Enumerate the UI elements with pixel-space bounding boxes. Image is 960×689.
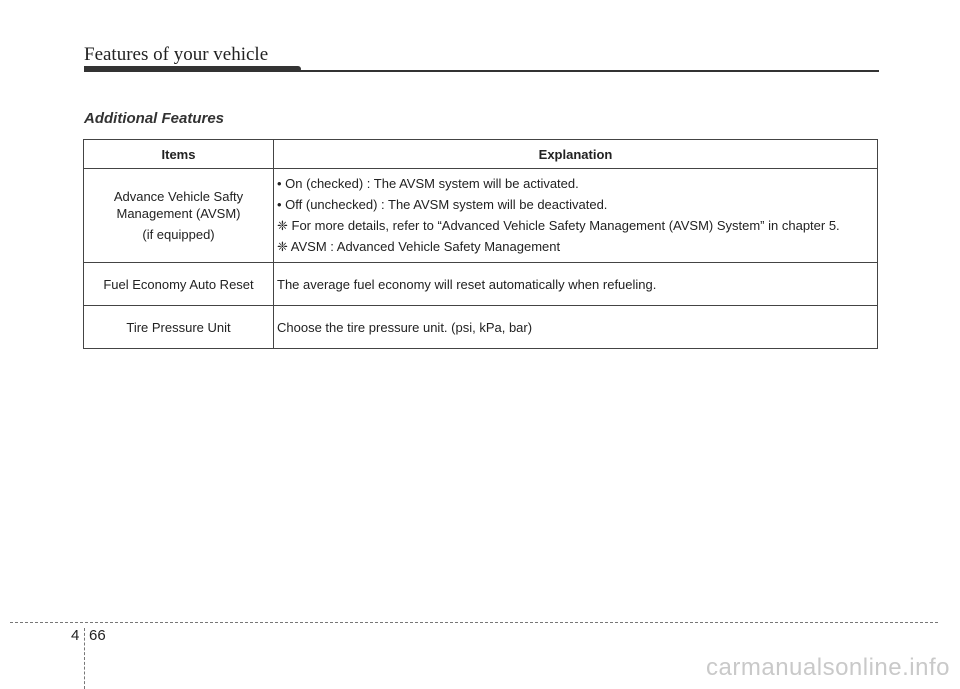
table-header-row	[84, 140, 878, 169]
chapter-number: 4	[71, 627, 80, 644]
item-label: Advance Vehicle Safty Management (AVSM)	[113, 189, 244, 221]
explanation-cell-fuel-economy	[274, 263, 878, 306]
column-header-items: Items	[84, 140, 274, 169]
features-table	[83, 139, 878, 349]
section-title: Additional Features	[84, 110, 225, 127]
table-row	[84, 306, 878, 349]
explanation-cell-tire-pressure	[274, 306, 878, 349]
table-row	[84, 169, 878, 263]
page-header-title: Features of your vehicle	[84, 44, 269, 65]
explanation-cell-avsm	[274, 169, 878, 263]
column-header-explanation: Explanation	[274, 140, 878, 169]
item-cell-tire-pressure: Tire Pressure Unit	[84, 306, 274, 349]
item-cell-fuel-economy: Fuel Economy Auto Reset	[84, 263, 274, 306]
table-row	[84, 263, 878, 306]
item-sublabel: (if equipped)	[142, 227, 215, 242]
explanation-note: ❈ For more details, refer to “Advanced Vehicle Safety Management (AVSM) System” in chapter 5.	[277, 218, 840, 233]
page-number: 66	[89, 627, 106, 644]
item-cell-avsm	[84, 169, 274, 263]
footer-vertical-divider	[84, 628, 85, 689]
explanation-note: ❈ AVSM : Advanced Vehicle Safety Management	[277, 239, 561, 254]
explanation-line: • Off (unchecked) : The AVSM system will be deactivated.	[277, 197, 608, 212]
explanation-line: Choose the tire pressure unit. (psi, kPa, bar)	[277, 319, 533, 335]
header-rule	[84, 70, 879, 72]
explanation-line: • On (checked) : The AVSM system will be activated.	[277, 176, 579, 191]
footer-divider	[10, 622, 938, 623]
explanation-line: The average fuel economy will reset automatically when refueling.	[277, 276, 657, 292]
watermark: carmanualsonline.info	[706, 654, 950, 681]
